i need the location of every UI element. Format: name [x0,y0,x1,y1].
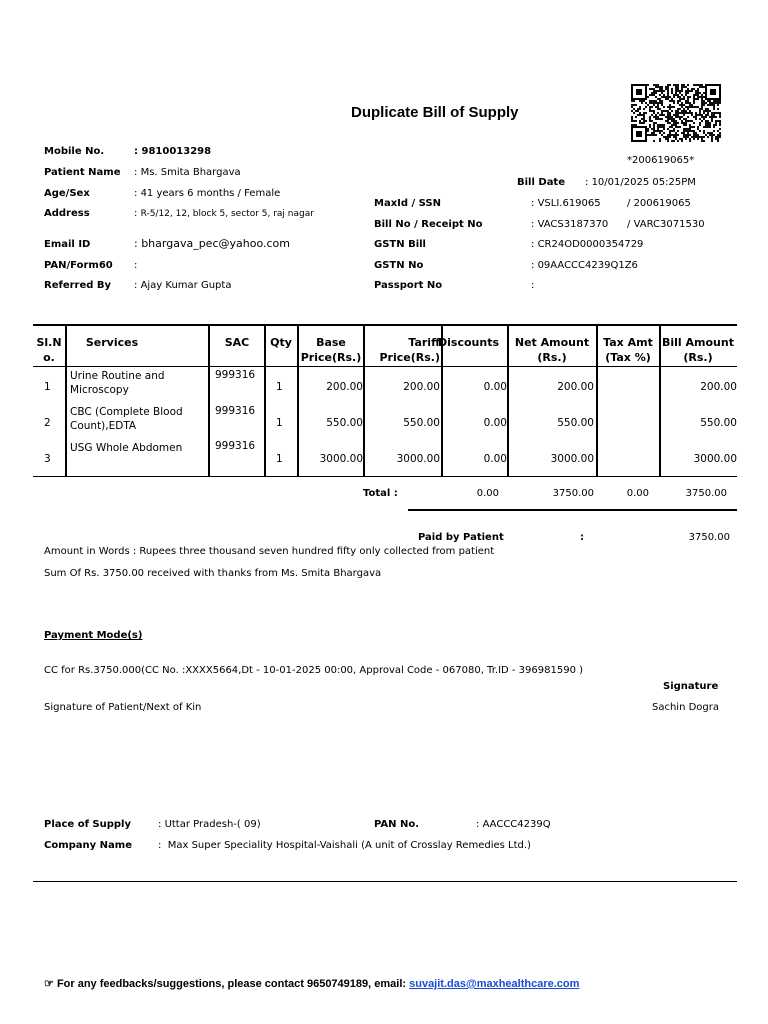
billno-value: : VACS3187370 [531,219,609,230]
header-tax-amt: Tax Amt (Tax %) [603,336,653,364]
amount-in-words: Amount in Words : Rupees three thousand seven hundred fifty only collected from patient [44,546,495,557]
email-value: : bhargava_pec@yahoo.com [134,237,290,250]
row-tariff-price: 200.00 [403,381,440,393]
pan-value: : [134,260,138,271]
row-base-price: 3000.00 [319,453,363,465]
document-title: Duplicate Bill of Supply [351,104,519,121]
col-divider [659,325,661,477]
place-of-supply-value: : Uttar Pradesh-( 09) [158,819,261,830]
total-tax: 0.00 [626,488,649,499]
row-net-amount: 3000.00 [550,453,594,465]
total-bill-amount: 3750.00 [685,488,727,499]
qr-code [631,84,721,142]
maxid-label: MaxId / SSN [374,198,441,209]
received-statement: Sum Of Rs. 3750.00 received with thanks from Ms. Smita Bhargava [44,568,382,579]
row-slno: 2 [44,417,51,429]
billno-label: Bill No / Receipt No [374,219,483,230]
payment-detail: CC for Rs.3750.000(CC No. :XXXX5664,Dt - 10-01-2025 00:00, Approval Code - 067080, Tr.ID - 396981590 ) [44,665,584,676]
pan-no-value: : AACCC4239Q [476,819,551,830]
bill-date-label: Bill Date [517,177,565,188]
header-bill-amount: Bill Amount (Rs.) [662,336,734,364]
table-top-rule [33,324,737,326]
col-divider [65,325,67,477]
pointing-hand-icon: ☞ [44,978,54,990]
paid-colon: : [580,532,584,543]
header-qty: Qty [270,336,292,349]
referred-label: Referred By [44,280,112,291]
gstn-no-value: : 09AACCC4239Q1Z6 [531,260,638,271]
agesex-label: Age/Sex [44,188,90,199]
header-discounts: Discounts [438,336,499,349]
row-tariff-price: 550.00 [403,417,440,429]
maxid-value: : VSLI.619065 [531,198,601,209]
row-service: USG Whole Abdomen [70,442,183,454]
row-bill-amount: 550.00 [700,417,737,429]
row-sac: 999316 [215,369,256,381]
company-name-label: Company Name [44,840,132,851]
gstn-bill-label: GSTN Bill [374,239,426,250]
total-rule [408,509,737,511]
patient-signature-label: Signature of Patient/Next of Kin [44,702,202,713]
footer-rule [33,881,737,882]
row-net-amount: 200.00 [557,381,594,393]
patient-name-value: : Ms. Smita Bhargava [134,167,241,178]
row-base-price: 550.00 [326,417,363,429]
mobile-label: Mobile No. [44,146,105,157]
row-discount: 0.00 [483,381,507,393]
col-divider [297,325,299,477]
gstn-bill-value: : CR24OD0000354729 [531,239,644,250]
address-value: : R-5/12, 12, block 5, sector 5, raj nagar [134,208,314,219]
passport-label: Passport No [374,280,443,291]
header-tariff-price: Tariff Price(Rs.) [379,336,440,364]
header-base-price: Base Price(Rs.) [300,336,362,364]
col-divider [507,325,509,477]
company-name-value: : Max Super Speciality Hospital-Vaishali (A unit of Crosslay Remedies Ltd.) [158,840,531,851]
place-of-supply-label: Place of Supply [44,819,131,830]
row-base-price: 200.00 [326,381,363,393]
row-service: Urine Routine and Microscopy [70,370,165,396]
header-net-amount: Net Amount (Rs.) [514,336,590,364]
row-discount: 0.00 [483,453,507,465]
signature-label: Signature [663,681,719,692]
col-divider [596,325,598,477]
col-divider [208,325,210,477]
pan-label: PAN/Form60 [44,260,113,271]
header-sac: SAC [224,336,250,349]
row-discount: 0.00 [483,417,507,429]
bill-date-value: : 10/01/2025 05:25PM [585,177,696,188]
row-slno: 1 [44,381,51,393]
row-sac: 999316 [215,405,256,417]
total-net-amount: 3750.00 [552,488,594,499]
referred-value: : Ajay Kumar Gupta [134,280,232,291]
payment-mode-heading: Payment Mode(s) [44,630,143,641]
row-qty: 1 [276,453,283,465]
signatory-name: Sachin Dogra [652,702,720,713]
col-divider [363,325,365,477]
ssn-value: / 200619065 [627,198,691,209]
agesex-value: : 41 years 6 months / Female [134,188,281,199]
passport-value: : [531,280,535,291]
header-services: Services [85,336,139,349]
feedback-text: For any feedbacks/suggestions, please contact 9650749189, email: [56,978,410,990]
address-label: Address [44,208,90,219]
feedback-footer [44,977,579,990]
row-sac: 999316 [215,440,256,452]
row-net-amount: 550.00 [557,417,594,429]
mobile-value: : 9810013298 [134,146,212,157]
table-header-rule [33,366,737,367]
row-tariff-price: 3000.00 [396,453,440,465]
paid-label: Paid by Patient [418,532,504,543]
feedback-email-link[interactable]: suvajit.das@maxhealthcare.com [409,978,580,990]
total-label: Total : [363,488,398,499]
patient-name-label: Patient Name [44,167,121,178]
table-bottom-rule [33,476,737,477]
row-qty: 1 [276,381,283,393]
gstn-no-label: GSTN No [374,260,424,271]
header-slno: Sl.N o. [36,336,62,364]
email-label: Email ID [44,239,91,250]
receipt-value: / VARC3071530 [627,219,705,230]
row-bill-amount: 3000.00 [693,453,737,465]
total-discount: 0.00 [476,488,499,499]
row-bill-amount: 200.00 [700,381,737,393]
row-slno: 3 [44,453,51,465]
paid-amount: 3750.00 [688,532,730,543]
row-qty: 1 [276,417,283,429]
pan-no-label: PAN No. [374,819,420,830]
row-service: CBC (Complete Blood Count),EDTA [70,406,183,432]
qr-caption: *200619065* [627,155,695,166]
